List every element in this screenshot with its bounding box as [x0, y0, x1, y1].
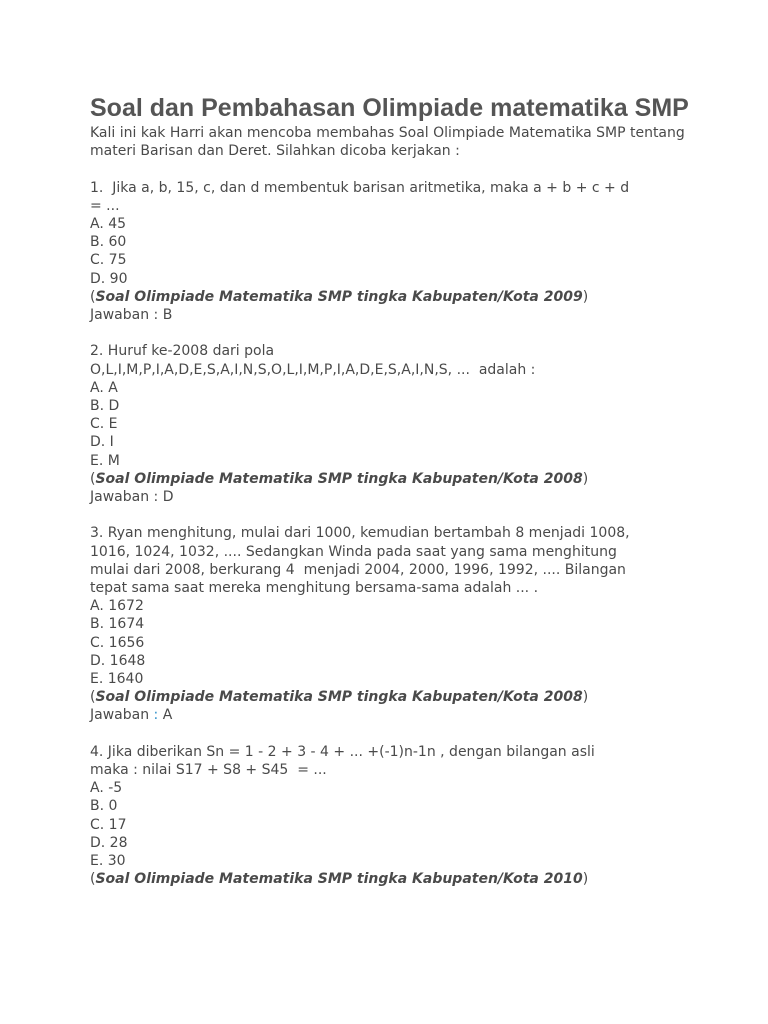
question-source: (Soal Olimpiade Matematika SMP tingka Kabupaten/Kota 2008)	[90, 470, 589, 487]
answer	[90, 706, 690, 724]
spacer	[90, 725, 690, 743]
option: B. 60	[90, 234, 127, 251]
option: E. 1640	[90, 671, 144, 688]
question-text: 4. Jika diberikan Sn = 1 - 2 + 3 - 4 + ... +(-1)n-1n , dengan bilangan asli	[90, 743, 595, 760]
spacer	[90, 506, 690, 524]
question-text: O,L,I,M,P,I,A,D,E,S,A,I,N,S,O,L,I,M,P,I,A,D,E,S,A,I,N,S, ... adalah :	[90, 361, 536, 378]
question-text: maka : nilai S17 + S8 + S45 = ...	[90, 762, 327, 779]
answer-value: B	[162, 307, 173, 324]
question-block	[90, 524, 690, 724]
page-title: Soal dan Pembahasan Olimpiade matematika SMP	[90, 94, 689, 122]
source-text: Soal Olimpiade Matematika SMP tingka Kabupaten/Kota 2009	[95, 288, 583, 305]
option: A. A	[90, 379, 118, 396]
option: B. 1674	[90, 616, 145, 633]
question-text: 2. Huruf ke-2008 dari pola	[90, 343, 275, 360]
question-block	[90, 342, 690, 506]
answer-label: Jawaban :	[90, 489, 163, 506]
question-text: 1. Jika a, b, 15, c, dan d membentuk barisan aritmetika, maka a + b + c + d	[90, 179, 630, 196]
source-text: Soal Olimpiade Matematika SMP tingka Kabupaten/Kota 2008	[95, 470, 583, 487]
spacer	[90, 160, 690, 178]
option: A. 45	[90, 216, 127, 232]
document-page	[90, 93, 690, 888]
source-text: Soal Olimpiade Matematika SMP tingka Kabupaten/Kota 2010	[95, 871, 583, 888]
answer-label: Jawaban :	[90, 307, 163, 324]
answer	[90, 488, 690, 506]
question-text: 1016, 1024, 1032, .... Sedangkan Winda pada saat yang sama menghitung	[90, 543, 617, 560]
answer-label: Jawaban	[90, 707, 154, 724]
article-body	[90, 124, 690, 888]
question-source: (Soal Olimpiade Matematika SMP tingka Kabupaten/Kota 2010)	[90, 871, 589, 888]
question-text: = ...	[90, 197, 120, 214]
option: B. D	[90, 398, 120, 415]
question-block	[90, 743, 690, 889]
answer-value: A	[162, 707, 173, 724]
option: A. -5	[90, 780, 123, 797]
intro-paragraph: Kali ini kak Harri akan mencoba membahas Soal Olimpiade Matematika SMP tentang materi Barisan dan Deret. Silahkan dicoba kerjakan :	[90, 125, 690, 160]
option: E. 30	[90, 853, 126, 870]
option: D. I	[90, 434, 114, 451]
source-text: Soal Olimpiade Matematika SMP tingka Kabupaten/Kota 2008	[95, 689, 583, 706]
question-text: 3. Ryan menghitung, mulai dari 1000, kemudian bertambah 8 menjadi 1008,	[90, 525, 630, 542]
option: D. 90	[90, 270, 128, 287]
option: D. 28	[90, 834, 128, 851]
option: A. 1672	[90, 598, 144, 615]
option: D. 1648	[90, 652, 146, 669]
question-text: tepat sama saat mereka menghitung bersama-sama adalah ... .	[90, 580, 539, 597]
question-block	[90, 179, 690, 325]
option: C. 75	[90, 252, 127, 269]
answer-value: D	[162, 489, 174, 506]
option: C. 17	[90, 816, 127, 833]
option: C. E	[90, 416, 118, 433]
answer-colon: :	[153, 707, 163, 724]
option: B. 0	[90, 798, 118, 815]
option: C. 1656	[90, 634, 145, 651]
question-source: (Soal Olimpiade Matematika SMP tingka Kabupaten/Kota 2008)	[90, 689, 589, 706]
spacer	[90, 324, 690, 342]
question-text: mulai dari 2008, berkurang 4 menjadi 2004, 2000, 1996, 1992, .... Bilangan	[90, 561, 626, 578]
option: E. M	[90, 452, 120, 469]
answer	[90, 306, 690, 324]
question-source: (Soal Olimpiade Matematika SMP tingka Kabupaten/Kota 2009)	[90, 288, 589, 305]
